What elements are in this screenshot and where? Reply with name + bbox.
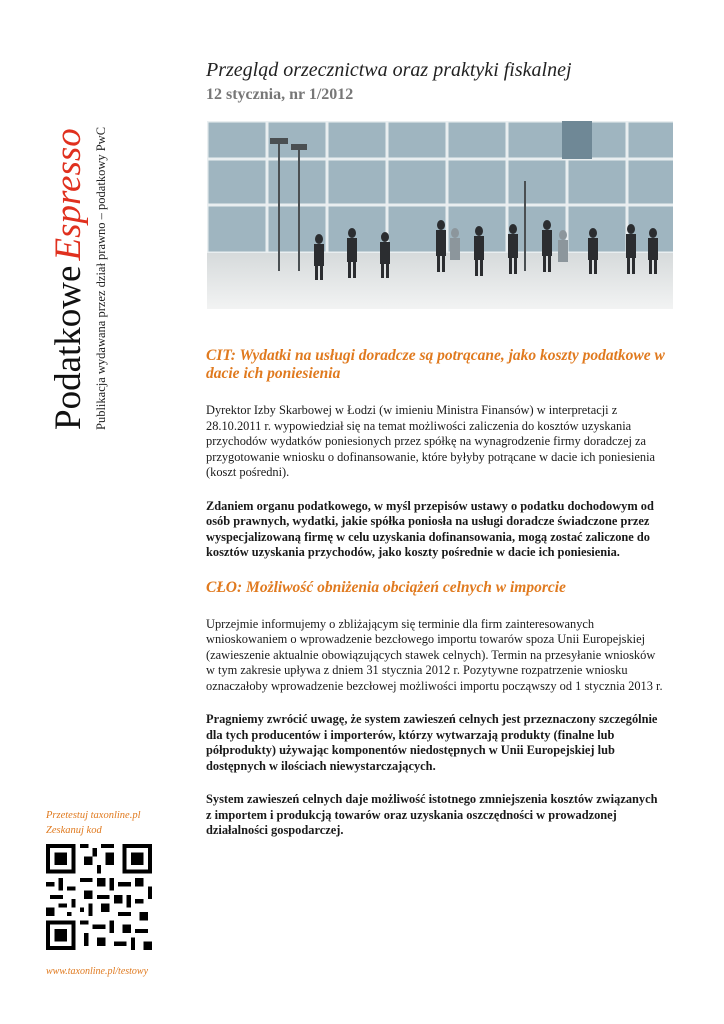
sidebar-promo xyxy=(46,808,186,977)
promo-url[interactable]: www.taxonline.pl/testowy xyxy=(46,966,149,977)
article-paragraph-bold: Pragniemy zwrócić uwagę, że system zawieszeń celnych jest przeznaczony szczególnie dla tych producentów i importerów, którzy wytwarzają produkty (finalne lub półprodukty) używając komponentów niedostępnych w Unii Europejskiej lub dostępnych w ilościach niewystarczających. xyxy=(206,712,658,773)
page-header xyxy=(206,58,676,104)
article-paragraph-bold: System zawieszeń celnych daje możliwość istotnego zmniejszenia kosztów związanych z importem i produkcją towarów oraz uzyskania oszczędności w prowadzonej działalności gospodarczej. xyxy=(206,792,658,837)
qr-code-icon[interactable] xyxy=(46,844,152,950)
promo-line-test[interactable]: Przetestuj taxonline.pl xyxy=(46,810,141,821)
article-paragraph-bold: Zdaniem organu podatkowego, w myśl przepisów ustawy o podatku dochodowym od osób prawnych, wydatki, jakie spółka poniosła na usługi doradcze świadczone przez wyspecjalizowaną firmę w celu uzyskania dofinansowania, mogą zostać zaliczone do kosztów uzyskania przychodów, jako koszty pośrednie w dacie ich poniesienia. xyxy=(206,498,654,559)
header-photo xyxy=(207,121,673,309)
masthead-subtitle: Publikacja wydawana przez dział prawno – podatkowy PwC xyxy=(94,126,108,430)
article-paragraph: Dyrektor Izby Skarbowej w Łodzi (w imieniu Ministra Finansów) w interpretacji z 28.10.2011 r. wypowiedział się na temat możliwości zaliczenia do kosztów uzyskania przychodów wydatków poniesionych przez spółkę na wynagrodzenie firmy doradczej za przygotowanie wniosku o dofinansowanie, które byłyby potrącane w dacie ich poniesienia (koszt pośredni). xyxy=(206,403,656,479)
masthead-title xyxy=(48,40,90,430)
issue-date: 12 stycznia, nr 1/2012 xyxy=(206,86,354,103)
main-content xyxy=(206,347,666,857)
article-heading-clo: CŁO: Możliwość obniżenia obciążeń celnych w imporcie xyxy=(206,578,566,596)
masthead-title-main: Podatkowe xyxy=(48,265,89,430)
office-building-photo-icon xyxy=(207,121,673,309)
masthead-title-accent: Espresso xyxy=(48,128,89,261)
article-paragraph: Uprzejmie informujemy o zbliżającym się terminie dla firm zainteresowanych wnioskowaniem o wprowadzenie bezcłowego importu towarów spoza Unii Europejskiej (zawieszenie aktualnie obowiązujących stawek celnych). Termin na przesyłanie wniosków w tym zakresie upływa z dniem 31 stycznia 2012 r. Pozytywne rozpatrzenie wniosku oznaczałoby wprowadzenie bezcłowej możliwości importu począwszy od 1 stycznia 2013 r. xyxy=(206,616,663,693)
page-title: Przegląd orzecznictwa oraz praktyki fiskalnej xyxy=(206,59,572,81)
masthead xyxy=(4,40,108,430)
promo-line-scan: Zeskanuj kod xyxy=(46,825,102,836)
article-heading-cit: CIT: Wydatki na usługi doradcze są potrącane, jako koszty podatkowe w dacie ich poniesienia xyxy=(206,347,665,382)
